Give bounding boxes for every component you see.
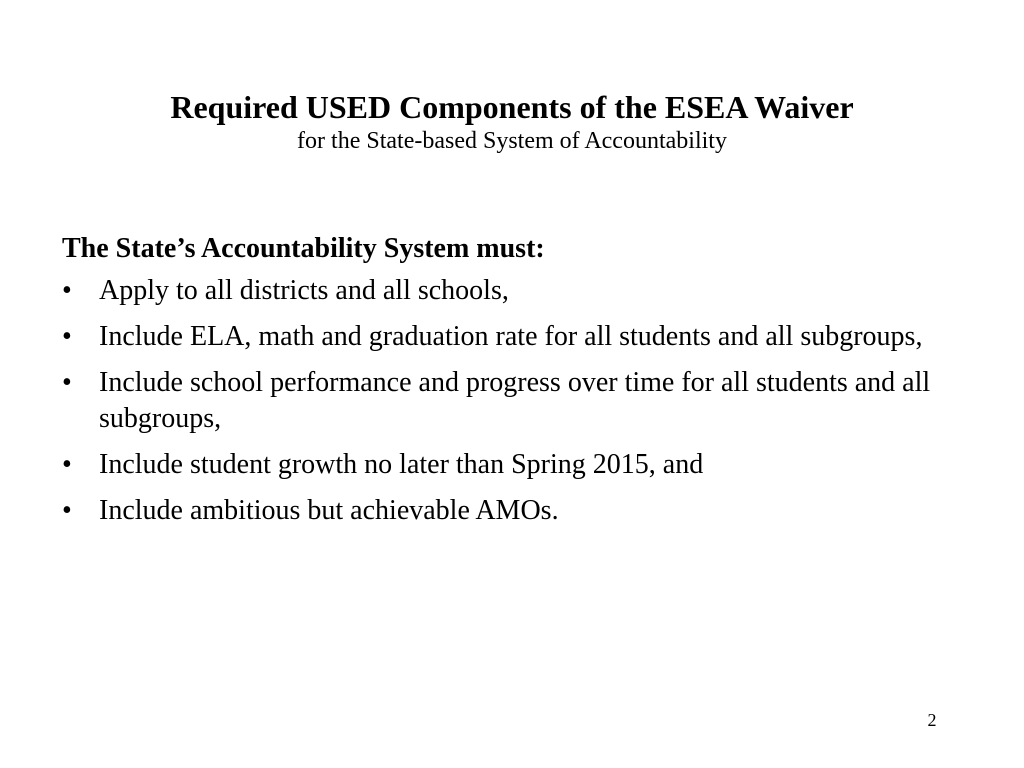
title-block [0,88,1024,156]
bullet-icon: • [62,449,72,480]
slide-subtitle: for the State-based System of Accountability [297,128,727,154]
bullet-text: Include school performance and progress over time for all students and all subgroups, [99,367,931,434]
bullet-item [62,493,962,529]
bullet-item [62,319,962,355]
bullet-item [62,365,962,437]
bullet-icon: • [62,275,72,306]
bullet-text: Include ambitious but achievable AMOs. [99,495,559,526]
content-lead: The State’s Accountability System must: [62,233,545,264]
slide-title: Required USED Components of the ESEA Waiver [170,89,854,125]
bullet-item [62,273,962,309]
bullet-text: Include ELA, math and graduation rate for all students and all subgroups, [99,321,923,352]
bullet-text: Apply to all districts and all schools, [99,275,509,306]
bullet-icon: • [62,321,72,352]
bullet-text: Include student growth no later than Spring 2015, and [99,449,704,480]
bullet-item [62,447,962,483]
bullet-icon: • [62,495,72,526]
slide-content [62,229,962,539]
bullet-icon: • [62,367,72,398]
page-number: 2 [927,710,937,730]
bullet-list [62,273,962,529]
